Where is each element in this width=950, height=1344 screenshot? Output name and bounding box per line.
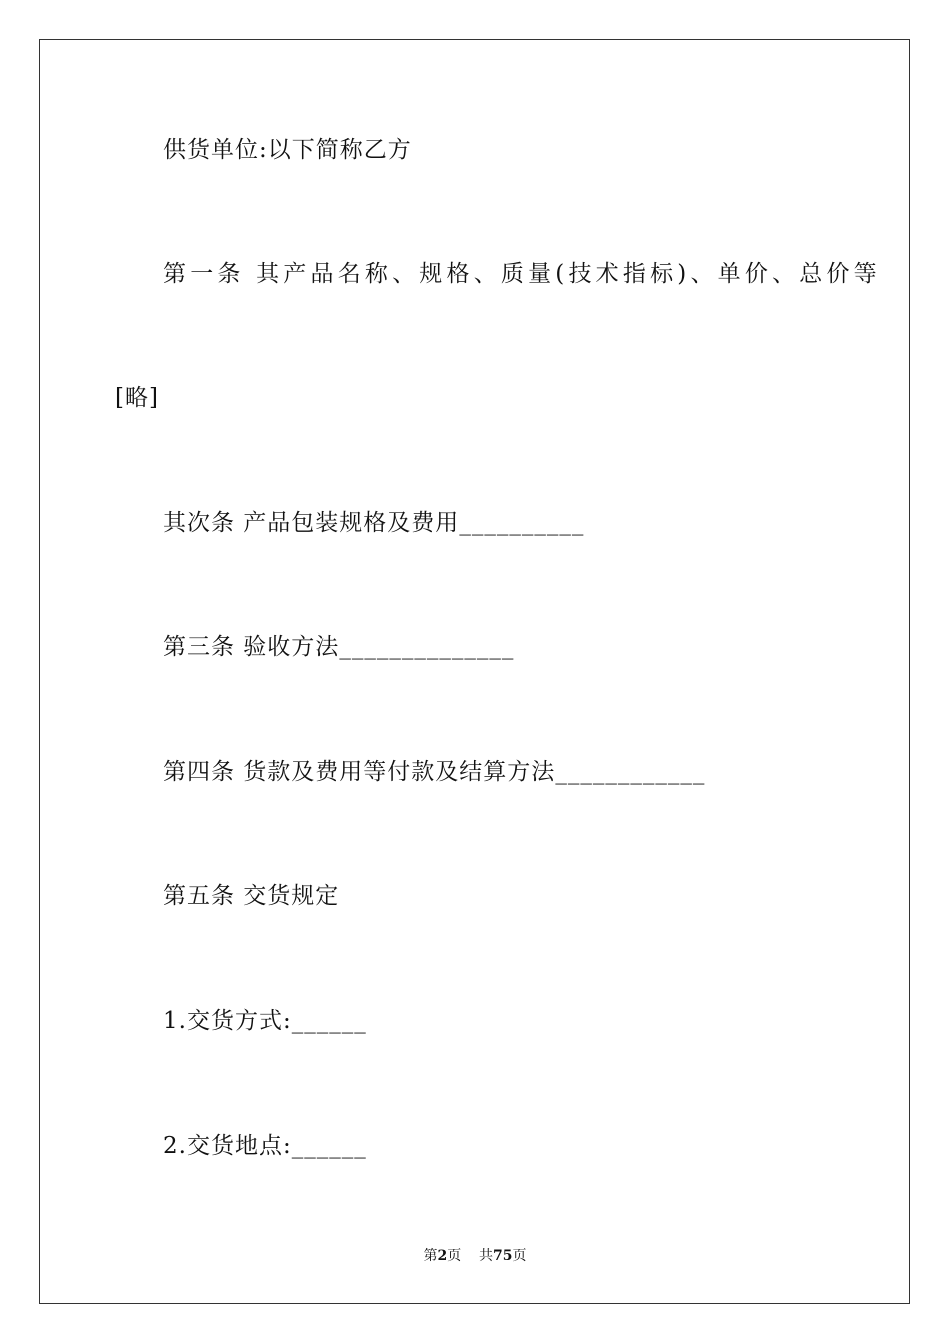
item-1-blank: ______ [291,1008,367,1034]
article-5-text: 第五条 交货规定 [163,883,340,909]
page-prefix: 第 [423,1248,438,1264]
article-4-line [163,757,705,787]
article-4-blank: ____________ [555,759,706,785]
total-prefix: 共 [479,1248,494,1264]
item-1-text: 1.交货方式: [163,1008,292,1034]
article-5-line [163,881,339,911]
page-footer [0,1246,950,1266]
supplier-line [163,135,412,165]
article-3-line [163,632,514,662]
page-suffix: 页 [447,1248,462,1264]
article-1-line [163,259,881,289]
page-border [39,39,910,1304]
supplier-text: 供货单位:以下简称乙方 [163,137,412,163]
item-2-blank: ______ [291,1133,367,1159]
article-2-text: 其次条 产品包装规格及费用 [163,510,460,536]
item-2-line [163,1131,367,1161]
article-1-continuation-text: [略] [115,385,159,411]
article-3-blank: ______________ [339,634,515,660]
article-1-text: 第一条 其产品名称、规格、质量(技术指标)、单价、总价等 [163,261,881,287]
article-3-text: 第三条 验收方法 [163,634,340,660]
article-2-line [163,508,584,538]
article-2-blank: __________ [459,510,585,536]
item-2-text: 2.交货地点: [163,1133,292,1159]
page-number: 2 [437,1248,448,1264]
article-1-continuation [115,383,159,413]
total-suffix: 页 [512,1248,527,1264]
total-pages: 75 [493,1248,513,1264]
article-4-text: 第四条 货款及费用等付款及结算方法 [163,759,556,785]
item-1-line [163,1006,367,1036]
